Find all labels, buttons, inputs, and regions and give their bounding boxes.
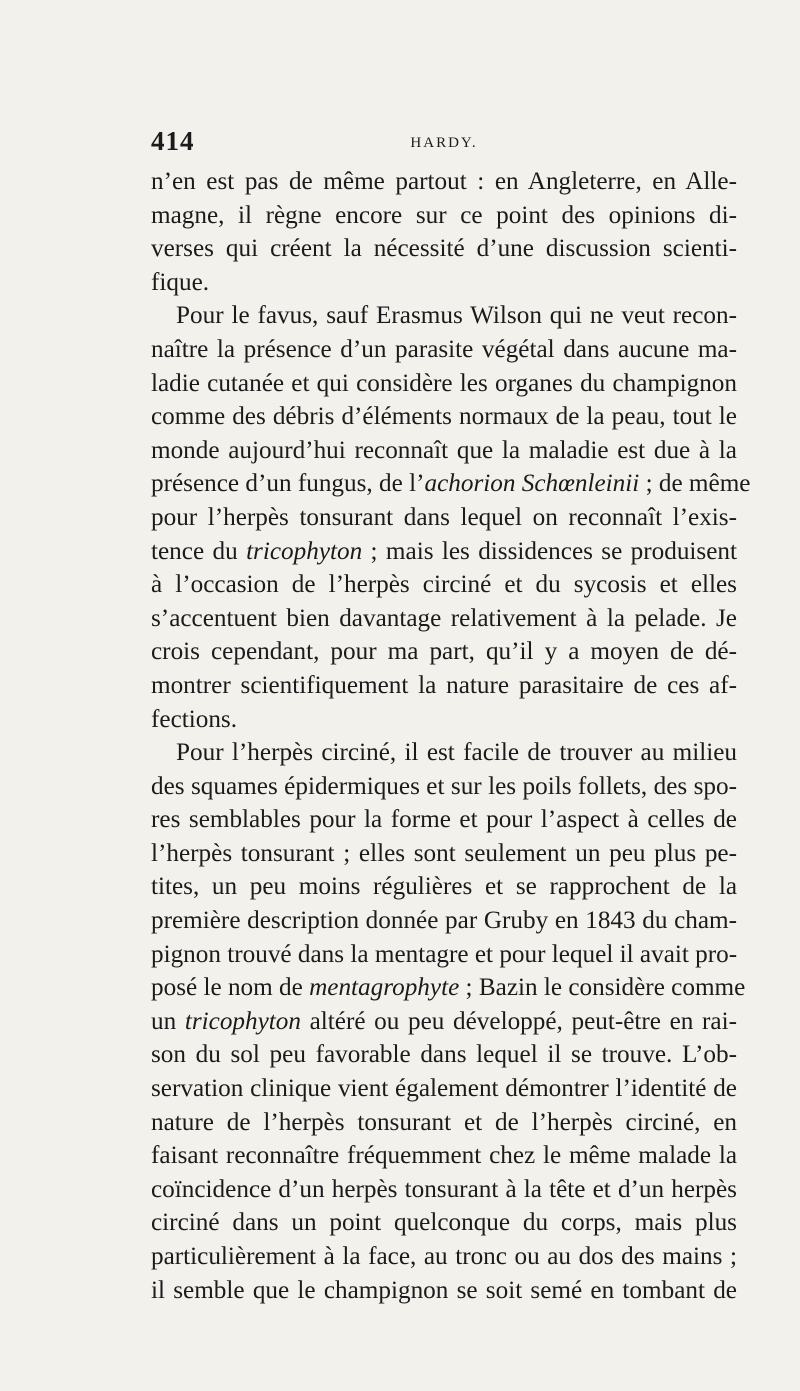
text-line bbox=[151, 535, 737, 569]
text-line: res semblables pour la forme et pour l’aspect à celles de bbox=[151, 806, 737, 834]
text-line bbox=[151, 971, 746, 1005]
text-line: première description donnée par Gruby en 1843 du cham- bbox=[151, 907, 737, 935]
text-segment: présence d’un fungus, de l’ bbox=[151, 470, 425, 498]
page-header bbox=[151, 126, 737, 162]
text-line: il semble que le champignon se soit semé en tombant de bbox=[151, 1276, 737, 1304]
page-number: 414 bbox=[151, 126, 195, 156]
text-line: verses qui créent la nécessité d’une discussion scienti- bbox=[151, 235, 737, 263]
text-line: à l’occasion de l’herpès circiné et du sycosis et elles bbox=[151, 571, 737, 599]
text-segment: posé le nom de bbox=[151, 974, 310, 1002]
text-line: magne, il règne encore sur ce point des opinions di- bbox=[151, 201, 737, 229]
text-segment: un bbox=[151, 1007, 185, 1035]
text-segment: ; de même bbox=[639, 470, 751, 498]
text-segment: ; mais les dissidences se produisent bbox=[362, 537, 737, 565]
italic-term: achorion Schœnleinii bbox=[424, 470, 640, 498]
text-line: naître la présence d’un parasite végétal dans aucune ma- bbox=[151, 335, 737, 363]
text-line: coïncidence d’un herpès tonsurant à la tête et d’un herpès bbox=[151, 1175, 737, 1203]
text-line bbox=[151, 467, 751, 501]
text-line: son du sol peu favorable dans lequel il se trouve. L’ob- bbox=[151, 1041, 737, 1069]
text-line: circiné dans un point quelconque du corps, mais plus bbox=[151, 1209, 737, 1237]
text-line: faisant reconnaître fréquemment chez le même malade la bbox=[151, 1142, 737, 1170]
text-segment: altéré ou peu développé, peut-être en rai- bbox=[300, 1007, 737, 1035]
text-line: n’en est pas de même partout : en Angleterre, en Alle- bbox=[151, 168, 737, 195]
text-line: l’herpès tonsurant ; elles sont seulement un peu plus pe- bbox=[151, 839, 737, 867]
italic-term: tricophyton bbox=[246, 537, 363, 565]
text-line: pour l’herpès tonsurant dans lequel on reconnaît l’exis- bbox=[151, 503, 737, 531]
text-segment: tence du bbox=[151, 537, 247, 565]
text-line: s’accentuent bien davantage relativement à la pelade. Je bbox=[151, 604, 737, 632]
body-text bbox=[151, 165, 751, 1307]
italic-term: mentagrophyte bbox=[309, 974, 460, 1002]
text-line: monde aujourd’hui reconnaît que la maladie est due à la bbox=[151, 436, 737, 464]
text-line: fique. bbox=[151, 268, 210, 296]
text-line: particulièrement à la face, au tronc ou au dos des mains ; bbox=[151, 1243, 737, 1270]
text-line: des squames épidermiques et sur les poils follets, des spo- bbox=[151, 772, 737, 800]
italic-term: tricophyton bbox=[184, 1007, 301, 1035]
text-line: comme des débris d’éléments normaux de la peau, tout le bbox=[151, 403, 737, 431]
text-line: ladie cutanée et qui considère les organes du champignon bbox=[151, 369, 737, 397]
text-line: Pour l’herpès circiné, il est facile de trouver au milieu bbox=[176, 739, 737, 767]
text-line: nature de l’herpès tonsurant et de l’herpès circiné, en bbox=[151, 1108, 737, 1136]
text-line: tites, un peu moins régulières et se rapprochent de la bbox=[151, 873, 737, 901]
text-line bbox=[151, 1005, 737, 1039]
text-line: pignon trouvé dans la mentagre et pour lequel il avait pro- bbox=[151, 940, 738, 968]
text-line: Pour le favus, sauf Erasmus Wilson qui ne veut recon- bbox=[176, 302, 737, 330]
text-line: montrer scientifiquement la nature parasitaire de ces af- bbox=[151, 671, 737, 699]
text-line: fections. bbox=[151, 705, 238, 733]
text-segment: ; Bazin le considère comme bbox=[459, 974, 746, 1002]
running-head: HARDY. bbox=[410, 135, 478, 151]
text-line: servation clinique vient également démontrer l’identité de bbox=[151, 1075, 737, 1103]
text-line: crois cependant, pour ma part, qu’il y a moyen de dé- bbox=[151, 638, 737, 666]
